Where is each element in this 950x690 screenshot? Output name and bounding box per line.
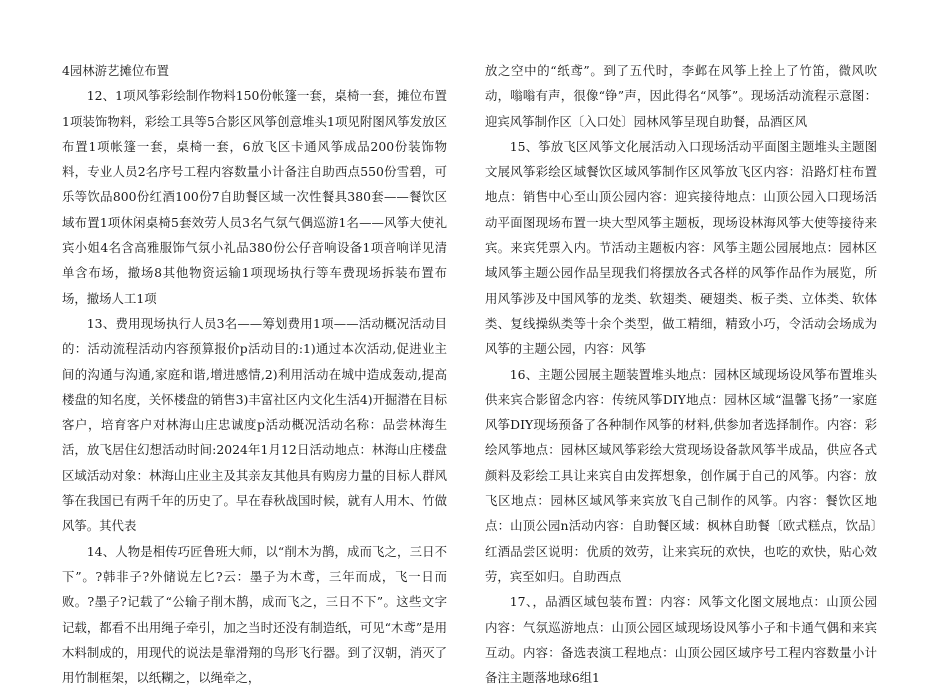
paragraph-13: 13、费用现场执行人员3名——筹划费用1项——活动概况活动目的：活动流程活动内容预算报价p活动目的:1)通过本次活动,促进业主间的沟通与沟通,家庭和谐,增进感情,2)利用活动在城中造成轰动,提高楼盘的知名度，关怀楼盘的销售3)丰富社区内文化生活4)开掘潜在目标客户，培育客户对林海山庄忠诚度p活动概况活动名称：品尝林海生活，放飞居住幻想活动时间:2024年1月12日活动地点：林海山庄楼盘区域活动对象：林海山庄业主及其亲友其他具有购房力量的目标人群风筝在我国已有两千年的历史了。早在春秋战国时候，就有人用木、竹做风筝。其代表 [62,315,447,534]
paragraph-14: 14、人物是相传巧匠鲁班大师，以“削木为鹊，成而飞之，三日不下”。?韩非子?外储说左匕?云：墨子为木鸢，三年而成，飞一日而败。?墨子?记载了“公输子削木鹊，成而飞之，三日不下”。这些文字记载，都看不出用绳子牵引，加之当时还没有制造纸，可见“木鸢”是用木料制成的，用现代的说法是靠滑翔的鸟形飞行器。到了汉朝，消灭了用竹制框架，以纸糊之，以绳牵之， [62,543,447,686]
paragraph-14-continued: 放之空中的“纸鸢”。到了五代时，李邺在风筝上拴上了竹笛，微风吹动，嗡嗡有声，很像“铮”声，因此得名“风筝”。现场活动流程示意图：迎宾风筝制作区〔入口处〕园林风筝呈现自助餐，品酒区风 [485,63,877,129]
paragraph-16: 16、主题公园展主题装置堆头地点：园林区域现场设风筝布置堆头供来宾合影留念内容：传统风筝DIY地点：园林区域“温馨飞扬”一家庭风筝DIY现场预备了各种制作风筝的材料,供参加者选择制作。内容：彩绘风筝地点：园林区域风筝彩绘大赏现场设备款风筝半成品，供应各式颜料及彩绘工具让来宾自由发挥想象，创作属于自己的风筝。内容：放飞区地点：园林区域风筝来宾放飞自己制作的风筝。内容：餐饮区地点：山顶公园n活动内容：自助餐区域：枫林自助餐〔欧式糕点，饮品〕红酒品尝区说明：优质的效劳，让来宾玩的欢快，也吃的欢快，贴心效劳，宾至如归。自助西点 [485,366,877,584]
left-column [62,58,447,690]
right-column [485,58,877,690]
paragraph-12: 12、1项风筝彩绘制作物料150份帐篷一套，桌椅一套，摊位布置1项装饰物料，彩绘工具等5合影区风筝创意堆头1项见附图风筝发放区布置1项帐篷一套，桌椅一套，6放飞区卡通风筝成品200份装饰物料，专业人员2名序号工程内容数量小计备注自助西点550份雪碧，可乐等饮品800份红酒100份7自助餐区域一次性餐具380套——餐饮区域布置1项休闲桌椅5套效劳人员3名气氛气偶巡游1名——风筝大使礼宾小姐4名含高雅服饰气氛小礼品380份公仔音响设备1项音响详见清单含布场，撤场8其他物资运输1项现场执行等车费现场拆装布置布场，撤场人工1项 [62,88,447,306]
section-heading: 4园林游艺摊位布置 [62,63,170,78]
paragraph-15: 15、筝放飞区风筝文化展活动入口现场活动平面图主题堆头主题图文展风筝彩绘区域餐饮区域风筝制作区风筝放飞区内容：沿路灯柱布置地点：销售中心至山顶公园内容：迎宾接待地点：山顶公园入口现场活动平面图现场布置一块大型风筝主题板，现场设林海风筝大使等接待来宾。来宾凭票入内。节活动主题板内容：风筝主题公园展地点：园林区域风筝主题公园作品呈现我们将摆放各式各样的风筝作品作为展览，所用风筝涉及中国风筝的龙类、软翅类、硬翅类、板子类、立体类、软体类、复线操纵类等十余个类型，做工精细，精致小巧，令活动会场成为风筝的主题公园，内容：风筝 [485,138,877,357]
paragraph-17: 17、，品酒区域包装布置：内容：风筝文化图文展地点：山顶公园内容：气氛巡游地点：山顶公园区域现场设风筝小子和卡通气偶和来宾互动。内容：备选表演工程地点：山顶公园区域序号工程内容数量小计备注主题落地球6组1 [485,594,877,686]
